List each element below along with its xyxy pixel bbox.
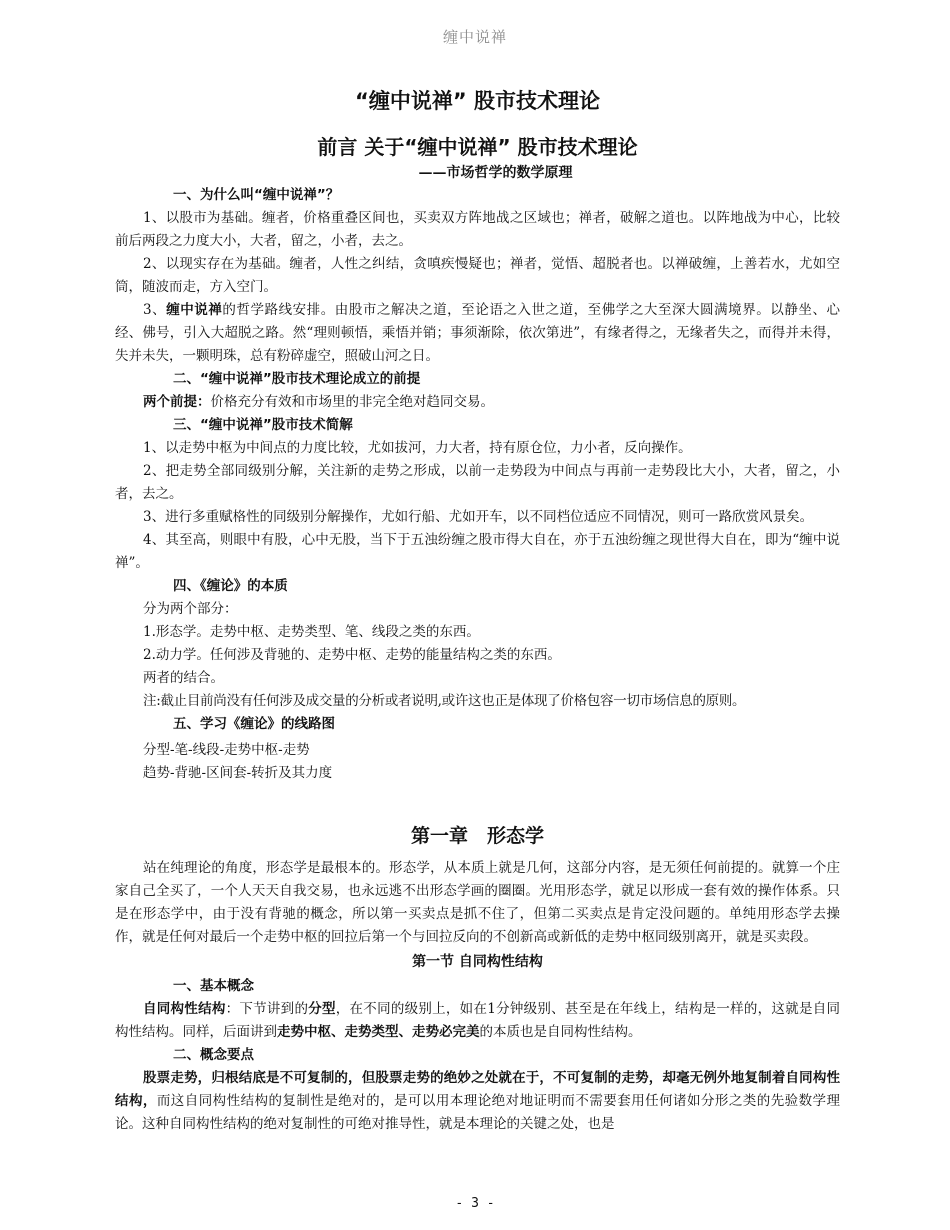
preface-subtitle: ——市场哲学的数学原理 [418,165,573,181]
roadmap-line: 趋势-背驰-区间套-转折及其力度 [143,765,333,781]
section-title: 第一节 自同构性结构 [412,954,543,970]
paragraph [115,1067,840,1136]
bold-term: 缠中说禅 [166,302,223,318]
paragraph-number: 3、 [143,302,167,318]
paragraph: 1、以股市为基础。缠者，价格重叠区间也，买卖双方阵地战之区域也；禅者，破解之道也。以阵地战为中心，比较前后两段之力度大小，大者，留之，小者，去之。 [115,210,840,249]
paragraph: 站在纯理论的角度，形态学是最根本的。形态学，从本质上就是几何，这部分内容，是无须任何前提的。就算一个庄家自己全买了，一个人天天自我交易，也永远逃不出形态学画的圈圈。光用形态学，就足以形成一套有效的操作体系。只是在形态学中，由于没有背驰的概念，所以第一买卖点是抓不住了，但第二买卖点是肯定没问题的。单纯用形态学去操作，就是任何对最后一个走势中枢的回拉后第一个与回拉反向的不创新高或新低的走势中枢同级别离开，就是买卖段。 [115,860,840,945]
paragraph: 4、其至高，则眼中有股，心中无股，当下于五浊纷缠之股市得大自在，亦于五浊纷缠之现世得大自在，即为“缠中说禅”。 [115,532,840,571]
paragraph [115,998,840,1044]
premise-label: 两个前提： [143,394,211,410]
paragraph-text: ，在不同的级别上，如在1分钟级别、甚至是在年线上，结构是一样的，这就是自同构性结构。同样，后面讲到 [115,1001,841,1040]
paragraph: 3、进行多重赋格性的同级别分解操作，尤如行船、尤如开车，以不同档位适应不同情况，则可一路欣赏风景矣。 [143,509,814,525]
premise-text: 价格充分有效和市场里的非完全绝对趋同交易。 [210,394,494,410]
bold-term: 自同构性结构 [143,1001,226,1017]
section-heading-1: 一、为什么叫“缠中说禅”？ [173,187,340,203]
paragraph: 2、把走势全部同级别分解，关注新的走势之形成，以前一走势段为中间点与再前一走势段比大小，大者，留之，小者，去之。 [115,463,840,502]
document-body [115,86,840,1136]
text-line: 分为两个部分： [143,601,238,617]
note-line: 注:截止目前尚没有任何涉及成交量的分析或者说明,或许这也正是体现了价格包容一切市场信息的原则。 [143,693,746,709]
paragraph-text: ：下节讲到的 [225,1001,309,1017]
text-line: 2.动力学。任何涉及背驰的、走势中枢、走势的能量结构之类的东西。 [143,647,561,663]
chapter-title: 第一章 形态学 [410,825,544,847]
text-line: 1.形态学。走势中枢、走势类型、笔、线段之类的东西。 [143,624,480,640]
roadmap-line: 分型-笔-线段-走势中枢-走势 [143,742,310,758]
section-heading-5: 五、学习《缠论》的线路图 [173,716,335,732]
subsection-heading: 二、概念要点 [173,1047,254,1063]
paragraph: 1、以走势中枢为中间点的力度比较，尤如拔河，力大者，持有原仓位，力小者，反向操作。 [143,440,692,456]
bold-sentence: 股票走势，归根结底是不可复制的，但股票走势的绝妙之处就在于，不可复制的走势，却毫无例外地复制着自同构性结构， [115,1070,840,1109]
subsection-heading: 一、基本概念 [173,978,254,994]
paragraph-text: 而这自同构性结构的复制性是绝对的，是可以用本理论绝对地证明而不需要套用任何诸如分形之类的先验数学理论。这种自同构性结构的绝对复制性的可绝对推导性，就是本理论的关键之处，也是 [115,1093,841,1132]
preface-title: 前言 关于“缠中说禅” 股市技术理论 [317,135,638,159]
document-title: “缠中说禅” 股市技术理论 [355,89,600,113]
premise-line [115,391,840,414]
text-line: 两者的结合。 [143,670,224,686]
paragraph-text: 的本质也是自同构性结构。 [479,1024,642,1040]
section-heading-4: 四、《缠论》的本质 [173,578,288,594]
page-number: - 3 - [455,1196,495,1211]
bold-term: 走势中枢、走势类型、走势必完美 [277,1024,480,1040]
running-header: 缠中说禅 [442,28,507,46]
section-heading-3: 三、“缠中说禅”股市技术简解 [173,417,353,433]
bold-term: 分型 [308,1001,336,1017]
paragraph: 2、以现实存在为基础。缠者，人性之纠结，贪嗔疾慢疑也；禅者，觉悟、超脱者也。以禅破缠，上善若水，尤如空筒，随波而走，方入空门。 [115,256,840,295]
paragraph-text: 的哲学路线安排。由股市之解决之道，至论语之入世之道，至佛学之大至深大圆满境界。以静坐、心经、佛号，引入大超脱之路。然“理则顿悟，乘悟并销；事须渐除，依次第进”，有缘者得之，无缘者失之，而得并未得，失并未失，一颗明珠，总有粉碎虚空，照破山河之日。 [115,302,841,364]
section-heading-2: 二、“缠中说禅”股市技术理论成立的前提 [173,371,421,387]
paragraph [115,299,840,368]
